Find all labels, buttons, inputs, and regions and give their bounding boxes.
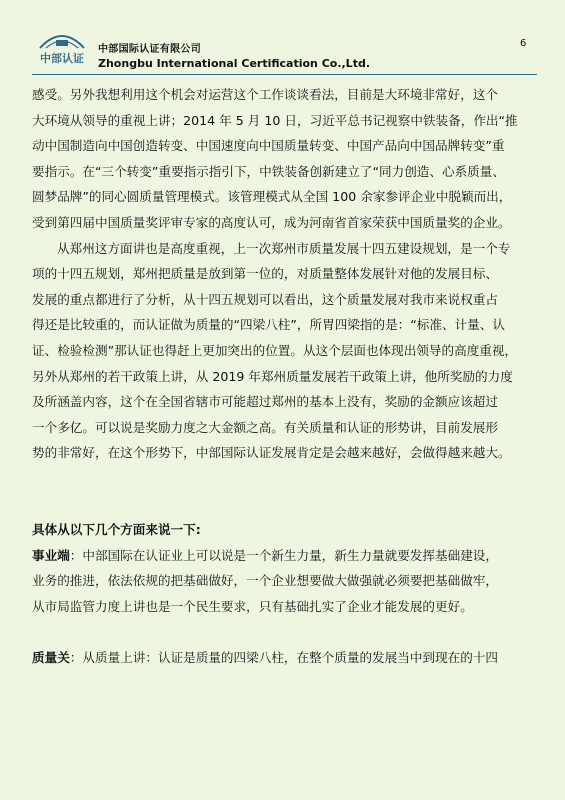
text-line: 证、检验检测”那认证也得赶上更加突出的位置。从这个层面也体现出领导的高度重视， xyxy=(32,342,518,358)
text-line: 业务的推进，依法依规的把基础做好，一个企业想要做大做强就必须要把基础做牢， xyxy=(32,573,498,589)
text-line: 圆梦品牌”的同心圆质量管理模式。该管理模式从全国 100 余家参评企业中脱颖而出， xyxy=(32,189,512,205)
text-line: 势的非常好，在这个形势下，中部国际认证发展肯定是会越来越好，会做得越来越大。 xyxy=(32,445,511,461)
business-label: 事业端 xyxy=(32,547,70,563)
company-name-en: Zhongbu International Certification Co.,Ltd. xyxy=(98,57,371,70)
page-header xyxy=(0,0,565,84)
page-number: 6 xyxy=(520,38,527,49)
text-line: 发展的重点都进行了分析，从十四五规划可以看出，这个质量发展对我市来说权重占 xyxy=(32,291,498,307)
text-line: 另外从郑州的若干政策上讲，从 2019 年郑州质量发展若干政策上讲，他所奖励的力度 xyxy=(32,368,513,384)
logo-lettering: 中部认证 xyxy=(40,52,84,65)
text-line: 得还是比较重的，而认证做为质量的“四梁八柱”，所胃四梁指的是：“标准、计量、认 xyxy=(32,317,505,333)
text-line: 要指示。在“三个转变”重要指示指引下，中铁装备创新建立了“同力创造、心系质量、 xyxy=(32,163,505,179)
paragraph-1 xyxy=(32,82,535,236)
text-line: 从市局监管力度上讲也是一个民生要求，只有基础扎实了企业才能发展的更好。 xyxy=(32,598,473,614)
text-line: 感受。另外我想利用这个机会对运营这个工作谈谈看法，目前是大环境非常好，这个 xyxy=(32,87,498,102)
company-name-cn: 中部国际认证有限公司 xyxy=(98,44,201,55)
spacer xyxy=(32,466,535,492)
text-line: ：从质量上讲：认证是质量的四梁八柱，在整个质量的发展当中到现在的十四 xyxy=(69,650,498,666)
paragraph-2 xyxy=(32,236,535,466)
text-line: 从郑州这方面讲也是高度重视，上一次郑州市质量发展十四五建设规划，是一个专 xyxy=(57,240,511,256)
document-body xyxy=(32,82,535,671)
section-heading: 具体从以下几个方面来说一下: xyxy=(32,522,201,538)
text-line: 大环境从领导的重视上讲；2014 年 5 月 10 日，习近平总书记视察中铁装备，作出“推 xyxy=(32,112,518,128)
business-section xyxy=(32,543,535,620)
text-line: 及所涵盖内容，这个在全国省辖市可能超过郑州的基本上没有，奖励的金额应该超过 xyxy=(32,394,498,410)
header-divider xyxy=(32,74,537,75)
text-line: 一个多亿。可以说是奖励力度之大金额之高。有关质量和认证的形势讲，目前发展形 xyxy=(32,419,498,435)
company-logo xyxy=(32,30,92,70)
text-line: 动中国制造向中国创造转变、中国速度向中国质量转变、中国产品向中国品牌转变”重 xyxy=(32,138,505,154)
quality-label: 质量关 xyxy=(32,650,70,666)
text-line: ：中部国际在认证业上可以说是一个新生力量，新生力量就要发挥基础建设， xyxy=(69,547,498,563)
text-line: 受到第四届中国质量奖评审专家的高度认可，成为河南省首家荣获中国质量奖的企业。 xyxy=(32,214,511,230)
spacer xyxy=(32,619,535,645)
spacer xyxy=(32,492,535,518)
quality-section xyxy=(32,645,535,671)
text-line: 项的十四五规划，郑州把质量是放到第一位的，对质量整体发展针对他的发展目标、 xyxy=(32,266,498,282)
